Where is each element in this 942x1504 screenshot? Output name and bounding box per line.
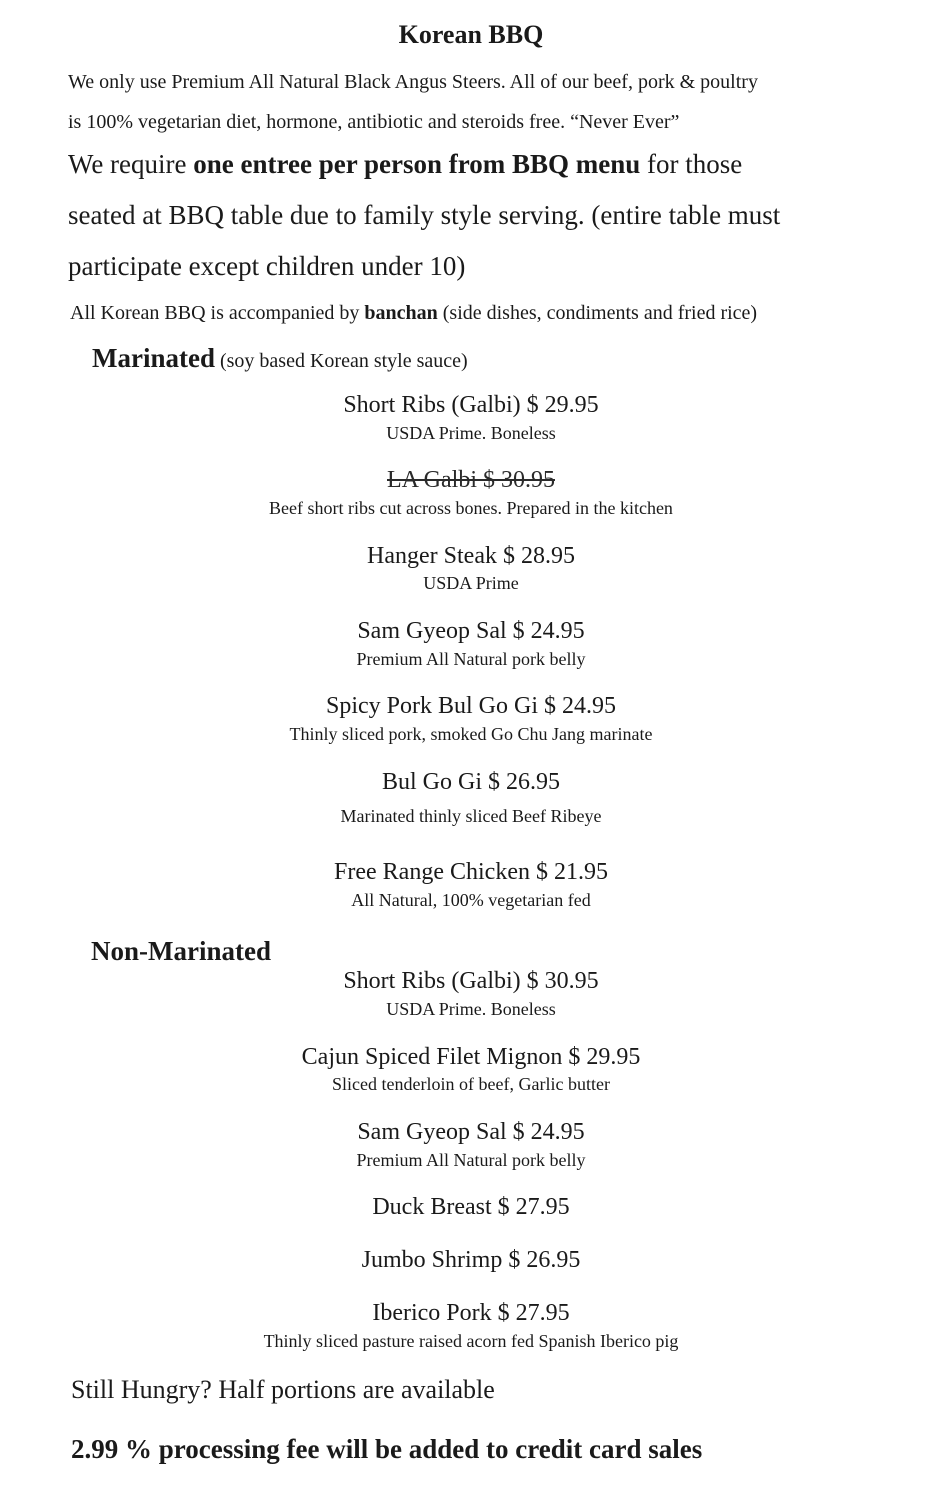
requirement-line-2: seated at BBQ table due to family style serving. (entire table must (68, 200, 781, 230)
menu-item-name: Sam Gyeop Sal $ 24.95 (357, 1119, 585, 1145)
banchan-note (70, 302, 757, 325)
menu-item-desc: Marinated thinly sliced Beef Ribeye (340, 806, 602, 826)
menu-item-name: Jumbo Shrimp $ 26.95 (361, 1247, 581, 1273)
non-marinated-heading: Non-Marinated (91, 936, 271, 966)
requirement-line-1 (68, 149, 742, 180)
menu-item-name: Cajun Spiced Filet Mignon $ 29.95 (301, 1044, 641, 1070)
menu-item-desc: Thinly sliced pork, smoked Go Chu Jang marinate (289, 724, 653, 744)
menu-item-desc: Premium All Natural pork belly (356, 649, 586, 669)
banchan-text-end: (side dishes, condiments and fried rice) (437, 302, 758, 324)
intro-line-1: We only use Premium All Natural Black Angus Steers. All of our beef, pork & poultry (68, 71, 758, 93)
banchan-text: All Korean BBQ is accompanied by (70, 302, 365, 324)
menu-item-name: Spicy Pork Bul Go Gi $ 24.95 (325, 693, 616, 719)
menu-item-name: Short Ribs (Galbi) $ 30.95 (343, 968, 599, 994)
requirement-text: We require (68, 149, 194, 179)
menu-title: Korean BBQ (398, 20, 544, 49)
marinated-note: (soy based Korean style sauce) (214, 350, 468, 372)
struck-item-text: LA Galbi $ 30.95 (387, 467, 555, 493)
requirement-emphasis: one entree per person from BBQ menu (193, 149, 641, 179)
processing-fee-note: 2.99 % processing fee will be added to credit card sales (71, 1434, 703, 1464)
half-portions-note: Still Hungry? Half portions are available (71, 1375, 495, 1404)
menu-item-name: Iberico Pork $ 27.95 (372, 1300, 570, 1326)
menu-item-desc: Sliced tenderloin of beef, Garlic butter (332, 1074, 610, 1094)
requirement-line-3: participate except children under 10) (68, 251, 466, 281)
menu-item-desc: USDA Prime. Boneless (386, 423, 556, 443)
menu-item-name: Bul Go Gi $ 26.95 (381, 769, 560, 795)
marinated-heading-text: Marinated (92, 343, 215, 373)
menu-item-desc: Premium All Natural pork belly (356, 1150, 586, 1170)
marinated-heading (92, 343, 468, 374)
banchan-emphasis: banchan (364, 302, 438, 324)
menu-item-desc: USDA Prime. Boneless (386, 999, 556, 1019)
menu-item-desc: Beef short ribs cut across bones. Prepared in the kitchen (269, 498, 673, 518)
menu-item-desc: USDA Prime (423, 573, 519, 593)
requirement-text-end: for those (640, 149, 743, 179)
menu-item-name: Free Range Chicken $ 21.95 (334, 859, 608, 885)
menu-item-name: Hanger Steak $ 28.95 (367, 543, 575, 569)
intro-line-2: is 100% vegetarian diet, hormone, antibiotic and steroids free. “Never Ever” (68, 111, 680, 133)
menu-item-name: Sam Gyeop Sal $ 24.95 (357, 618, 585, 644)
menu-item-name: Duck Breast $ 27.95 (372, 1194, 570, 1220)
menu-item-desc: Thinly sliced pasture raised acorn fed Spanish Iberico pig (263, 1331, 679, 1351)
menu-item-name-struck (0, 467, 942, 494)
menu-item-desc: All Natural, 100% vegetarian fed (351, 890, 591, 910)
menu-item-name: Short Ribs (Galbi) $ 29.95 (343, 392, 599, 418)
